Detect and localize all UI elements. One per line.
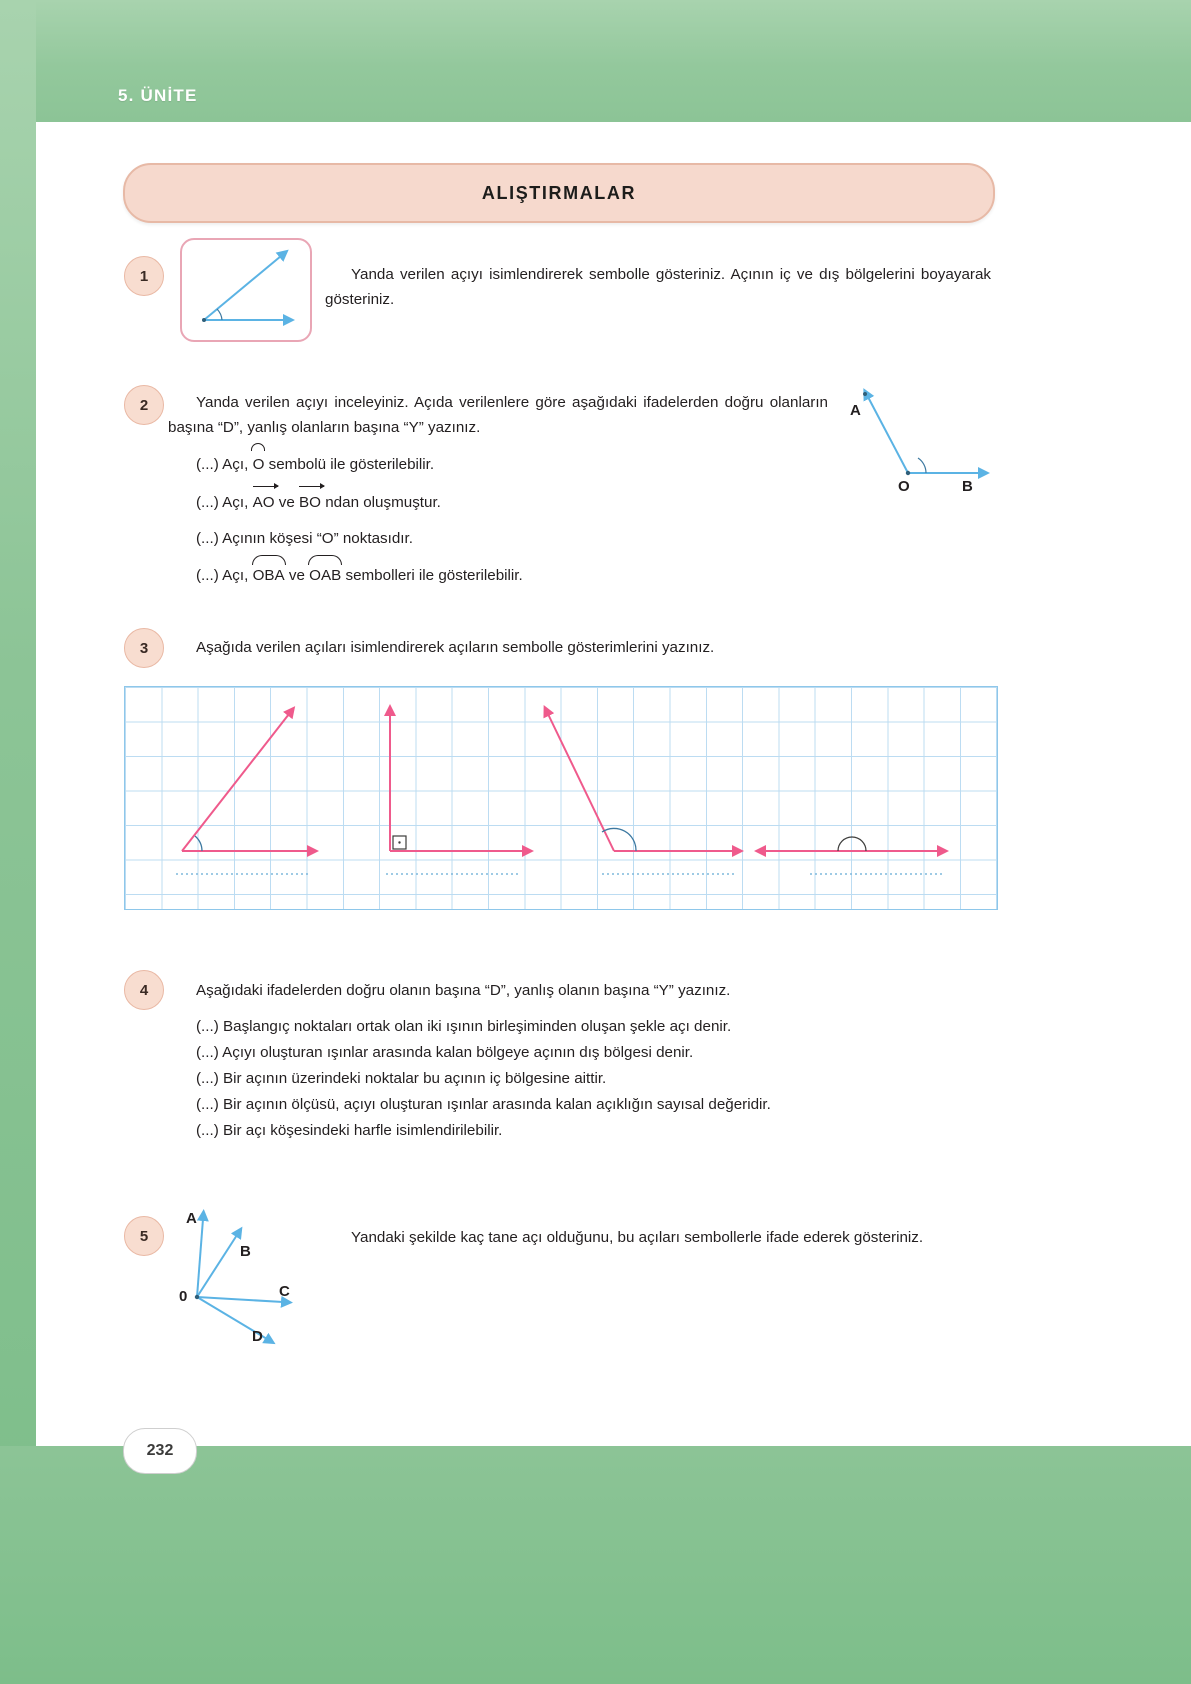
unit-label: 5. ÜNİTE bbox=[118, 86, 198, 105]
question-number-4-label: 4 bbox=[139, 981, 149, 999]
figure-2-label-o: O bbox=[898, 478, 910, 495]
ray-arrow-symbol-bo bbox=[299, 489, 321, 515]
exercise-2-item-4-sym2: OAB bbox=[309, 567, 342, 584]
figure-5-label-c: C bbox=[279, 1283, 290, 1300]
exercise-4-prompt: Aşağıdaki ifadelerden doğru olanın başına “D”, yanlış olanın başına “Y” yazınız. bbox=[196, 982, 731, 999]
exercise-2-item-1-sym1: O bbox=[252, 456, 265, 473]
question-number-3 bbox=[124, 628, 164, 668]
exercise-2-item-1-mid: sembolü ile gösterilebilir. bbox=[268, 456, 435, 473]
exercise-2-item-3-text: Açının köşesi “O” noktasıdır. bbox=[222, 530, 413, 547]
exercise-2-item-4-sym1: OBA bbox=[252, 567, 285, 584]
exercise-4-item-5: (...) Bir açı köşesindeki harfle isimlendirilebilir. bbox=[196, 1122, 503, 1139]
exercise-2-item-4-mid: ve bbox=[288, 567, 305, 584]
exercise-2-item-2-sym2: BO bbox=[299, 494, 321, 511]
angle-arc-symbol-oab bbox=[309, 563, 341, 588]
exercise-2-item-1-blank: (...) bbox=[196, 456, 219, 473]
question-number-1-label: 1 bbox=[139, 267, 149, 285]
exercise-2-item-4-blank: (...) bbox=[196, 567, 219, 584]
exercise-2-item-2-post: ndan oluşmuştur. bbox=[325, 494, 441, 511]
exercise-2-item-2 bbox=[196, 489, 441, 515]
question-number-3-label: 3 bbox=[139, 639, 149, 657]
exercise-2-item-2-mid: ve bbox=[278, 494, 295, 511]
exercise-2-item-4 bbox=[196, 563, 523, 588]
figure-5-label-o: 0 bbox=[179, 1288, 188, 1305]
exercise-2-item-1-pre: Açı, bbox=[222, 456, 249, 473]
page-number: 232 bbox=[146, 1442, 174, 1459]
figure-5-label-d: D bbox=[252, 1328, 263, 1345]
page-title: ALIŞTIRMALAR bbox=[481, 182, 637, 203]
figure-box-exercise-1 bbox=[180, 238, 312, 342]
question-number-5 bbox=[124, 1216, 164, 1256]
angle-figure-1 bbox=[182, 240, 310, 340]
angle-arc-symbol-oba bbox=[253, 563, 285, 588]
exercises-title-banner bbox=[123, 163, 995, 223]
exercise-2-item-2-pre: Açı, bbox=[222, 494, 249, 511]
question-number-2 bbox=[124, 385, 164, 425]
figure-5-label-b: B bbox=[240, 1243, 251, 1260]
exercise-2-item-3-blank: (...) bbox=[196, 530, 219, 547]
left-green-stripe bbox=[0, 0, 36, 1684]
ray-arrow-symbol-ao bbox=[253, 489, 275, 515]
figure-5-label-a: A bbox=[186, 1210, 197, 1227]
exercise-2-item-2-blank: (...) bbox=[196, 494, 219, 511]
exercise-1-prompt: Yanda verilen açıyı isimlendirerek sembolle gösteriniz. Açının iç ve dış bölgelerini boyayarak gösteriniz. bbox=[325, 266, 991, 308]
question-number-1 bbox=[124, 256, 164, 296]
exercise-2-item-2-sym1: AO bbox=[252, 494, 275, 511]
exercise-3-prompt: Aşağıda verilen açıları isimlendirerek açıların sembolle gösterimlerini yazınız. bbox=[196, 639, 715, 656]
question-number-2-label: 2 bbox=[139, 396, 149, 414]
exercise-2-prompt: Yanda verilen açıyı inceleyiniz. Açıda verilenlere göre aşağıdaki ifadelerden doğru olanların başına “D”, yanlış olanların başına “Y” yazınız. bbox=[168, 394, 828, 436]
exercise-4-item-1: (...) Başlangıç noktaları ortak olan iki ışının birleşiminden oluşan şekle açı denir. bbox=[196, 1018, 732, 1035]
exercise-4-item-2: (...) Açıyı oluşturan ışınlar arasında kalan bölgeye açının dış bölgesi denir. bbox=[196, 1044, 694, 1061]
figure-2-label-a: A bbox=[850, 402, 861, 419]
exercise-2-item-1 bbox=[196, 452, 434, 477]
exercise-4-item-4: (...) Bir açının ölçüsü, açıyı oluşturan ışınlar arasında kalan açıklığın sayısal değeridir. bbox=[196, 1096, 771, 1113]
exercise-2-item-4-pre: Açı, bbox=[222, 567, 249, 584]
exercise-4-item-3: (...) Bir açının üzerindeki noktalar bu açının iç bölgesine aittir. bbox=[196, 1070, 607, 1087]
question-number-5-label: 5 bbox=[139, 1227, 149, 1245]
angle-figure-2 bbox=[840, 385, 1000, 505]
exercise-5-prompt: Yandaki şekilde kaç tane açı olduğunu, bu açıları sembollerle ifade ederek gösteriniz. bbox=[351, 1229, 924, 1246]
exercise-2-item-3 bbox=[196, 526, 413, 551]
footer-green-band bbox=[0, 1446, 1191, 1684]
angle-hat-symbol-o bbox=[253, 452, 265, 477]
angle-figures-exercise-3 bbox=[124, 686, 996, 908]
question-number-4 bbox=[124, 970, 164, 1010]
page-number-badge bbox=[123, 1428, 197, 1474]
figure-2-label-b: B bbox=[962, 478, 973, 495]
angle-figure-5 bbox=[175, 1205, 310, 1355]
exercise-2-item-4-post: sembolleri ile gösterilebilir. bbox=[345, 567, 523, 584]
